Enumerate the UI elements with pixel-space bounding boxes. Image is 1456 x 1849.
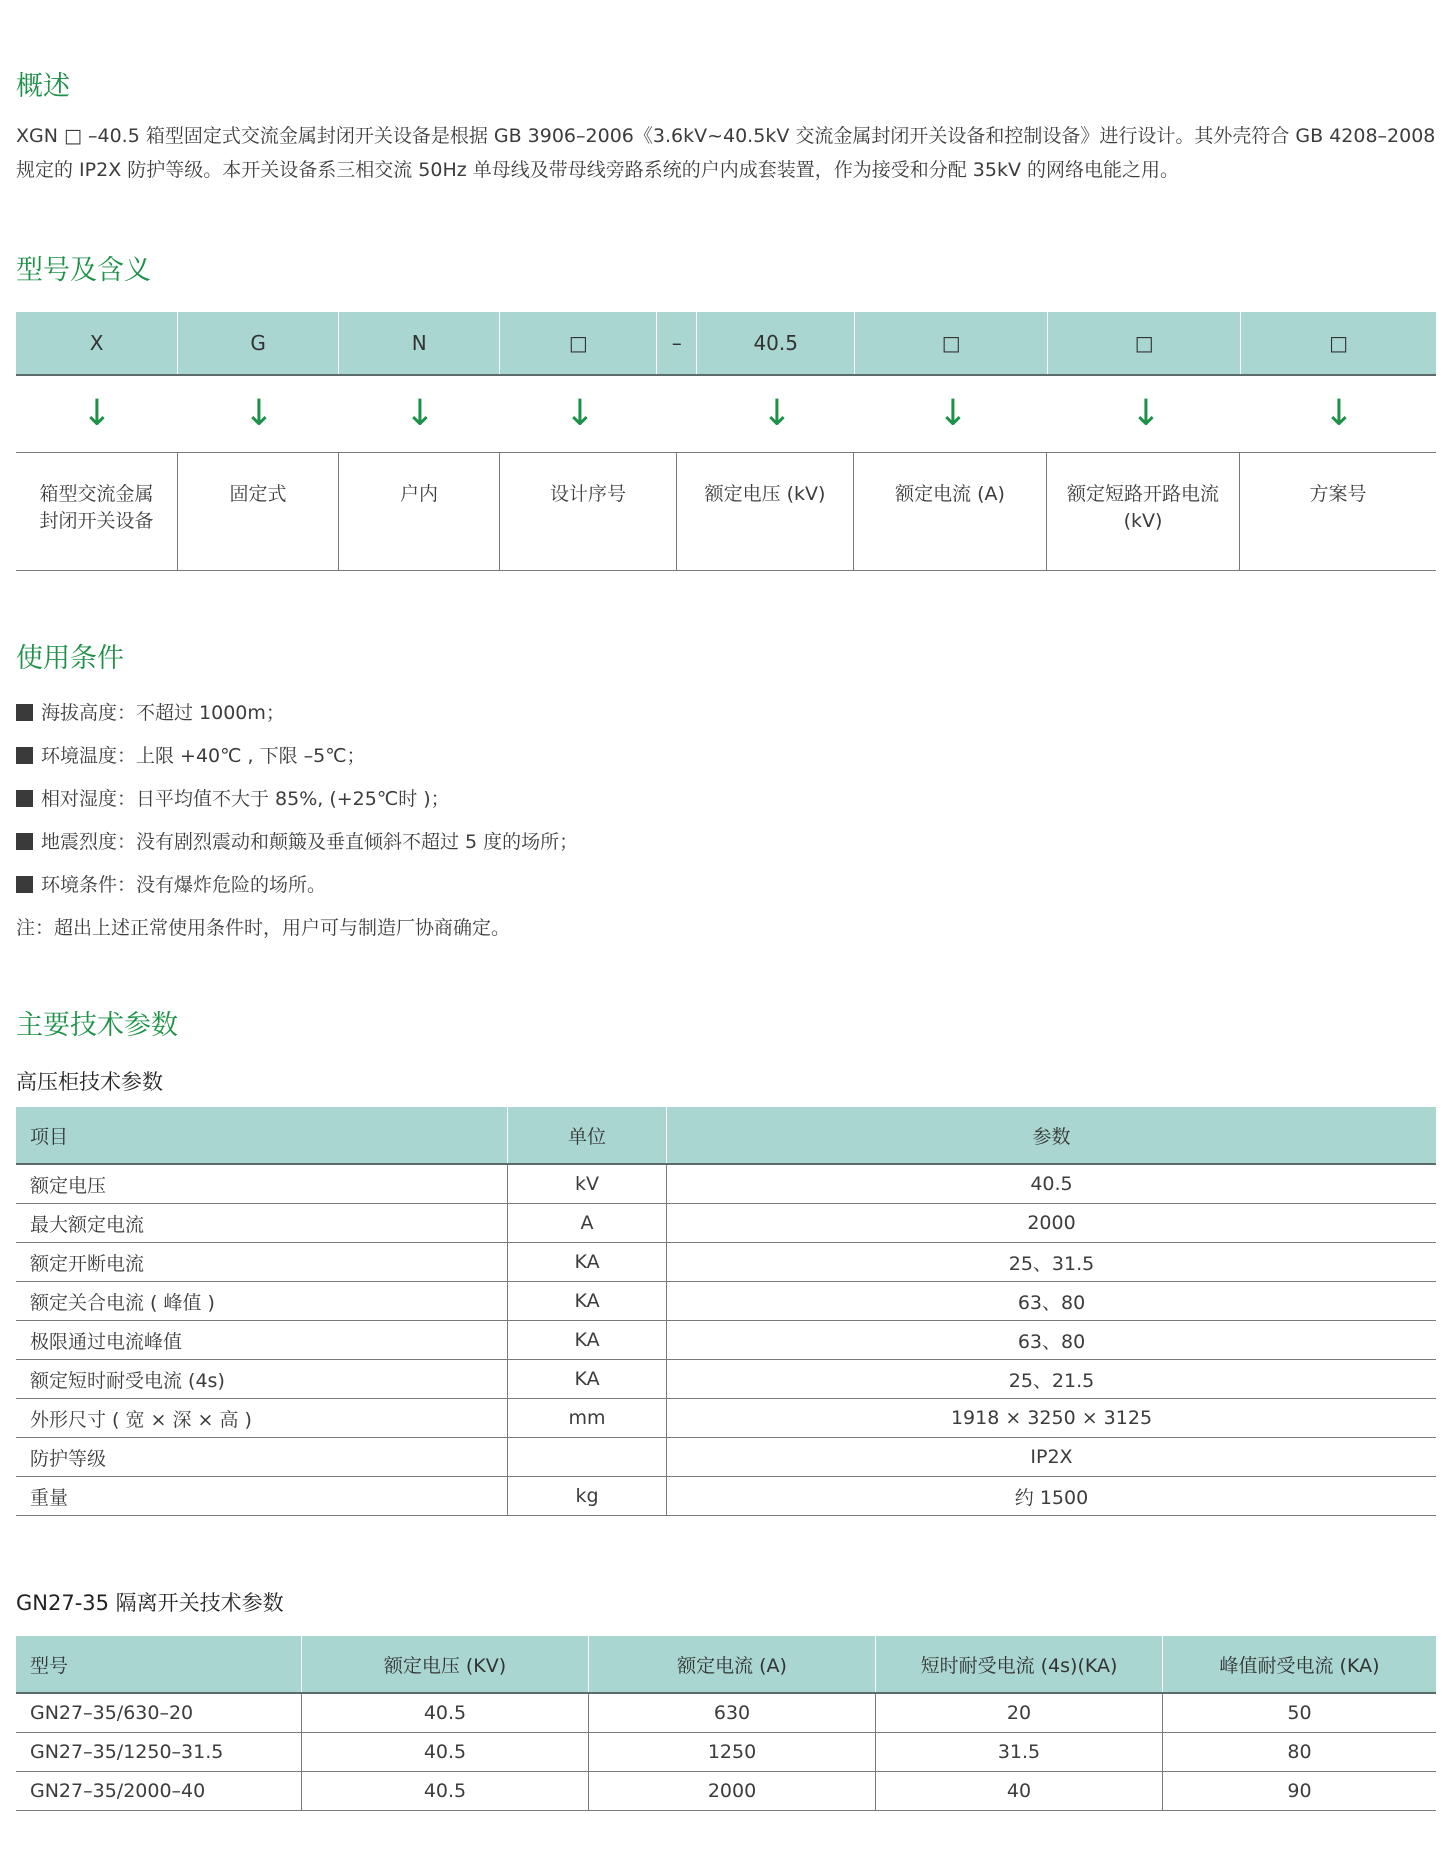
model-meaning: 方案号 [1309,483,1367,505]
table-row: GN27–35/630–20 40.5 630 20 50 [16,1693,1436,1733]
column-header: 额定电压 (KV) [302,1636,589,1693]
model-code: □ [500,312,657,374]
table-row: 极限通过电流峰值 KA 63、80 [16,1321,1436,1360]
down-arrow-icon: ↓ [81,393,113,434]
overview-paragraph: XGN □ –40.5 箱型固定式交流金属封闭开关设备是根据 GB 3906–2006《3.6kV~40.5kV 交流金属封闭开关设备和控制设备》进行设计。其外壳符合 GB 4208–2008 规定的 IP2X 防护等级。本开关设备系三相交流 50Hz 单母线及带母线旁路系统的户内成套装置，作为接受和分配 35kV 的网络电能之用。 [16,125,1436,181]
table-row: 额定电压 kV 40.5 [16,1164,1436,1204]
square-bullet-icon [16,704,33,721]
model-meaning-row [16,453,1436,571]
down-arrow-icon: ↓ [404,393,436,434]
model-code: N [339,312,500,374]
specs-title: 主要技术参数 [16,1010,178,1041]
table-row: 最大额定电流 A 2000 [16,1204,1436,1243]
column-header: 短时耐受电流 (4s)(KA) [876,1636,1163,1693]
hv-spec-table [16,1107,1436,1516]
model-diagram [16,312,1436,571]
column-header: 参数 [667,1107,1437,1164]
down-arrow-icon: ↓ [243,393,275,434]
model-meaning: 户内 [339,453,500,570]
model-code: – [657,312,697,374]
model-title: 型号及含义 [16,255,151,286]
down-arrow-icon: ↓ [937,393,969,434]
square-bullet-icon [16,747,33,764]
conditions-title: 使用条件 [16,643,124,674]
column-header: 单位 [508,1107,667,1164]
hv-table-title: 高压柜技术参数 [16,1070,163,1094]
condition-item: 环境温度：上限 +40℃ , 下限 –5℃； [16,741,366,771]
model-meaning: 固定式 [178,453,339,570]
model-code-row [16,312,1436,376]
down-arrow-icon: ↓ [761,393,793,434]
model-code: □ [855,312,1048,374]
model-meaning: 设计序号 [500,453,677,570]
table-row: 额定开断电流 KA 25、31.5 [16,1243,1436,1282]
column-header: 额定电流 (A) [589,1636,876,1693]
square-bullet-icon [16,833,33,850]
down-arrow-icon: ↓ [1130,393,1162,434]
gn-table-title: GN27-35 隔离开关技术参数 [16,1591,284,1615]
model-code: □ [1048,312,1241,374]
column-header: 项目 [16,1107,508,1164]
overview-title: 概述 [16,71,70,102]
table-row: 重量 kg 约 1500 [16,1477,1436,1516]
arrow-row [16,376,1436,453]
model-code: □ [1329,331,1348,355]
table-row: GN27–35/1250–31.5 40.5 1250 31.5 80 [16,1733,1436,1772]
down-arrow-icon: ↓ [564,393,596,434]
table-row: GN27–35/2000–40 40.5 2000 40 90 [16,1772,1436,1811]
model-meaning: 额定电流 (A) [854,453,1047,570]
condition-item: 环境条件：没有爆炸危险的场所。 [16,870,326,900]
square-bullet-icon [16,790,33,807]
table-row: 外形尺寸 ( 宽 × 深 × 高 ) mm 1918 × 3250 × 3125 [16,1399,1436,1438]
square-bullet-icon [16,876,33,893]
model-code: X [16,312,178,374]
model-code: G [178,312,339,374]
table-row: 额定短时耐受电流 (4s) KA 25、21.5 [16,1360,1436,1399]
conditions-note: 注：超出上述正常使用条件时，用户可与制造厂协商确定。 [16,917,511,939]
model-meaning: 额定短路开路电流 (kV) [1047,453,1240,570]
condition-item: 海拔高度：不超过 1000m； [16,698,285,728]
model-meaning: 额定电压 (kV) [677,453,854,570]
column-header: 峰值耐受电流 (KA) [1163,1636,1437,1693]
gn-spec-table [16,1636,1436,1811]
model-code: 40.5 [697,312,855,374]
column-header: 型号 [16,1636,302,1693]
table-row: 额定关合电流 ( 峰值 ) KA 63、80 [16,1282,1436,1321]
condition-item: 相对湿度：日平均值不大于 85%, (+25℃时 )； [16,784,450,814]
down-arrow-icon: ↓ [1323,393,1355,434]
condition-item: 地震烈度：没有剧烈震动和颠簸及垂直倾斜不超过 5 度的场所； [16,827,578,857]
model-meaning: 箱型交流金属 封闭开关设备 [16,453,178,570]
table-row: 防护等级 IP2X [16,1438,1436,1477]
